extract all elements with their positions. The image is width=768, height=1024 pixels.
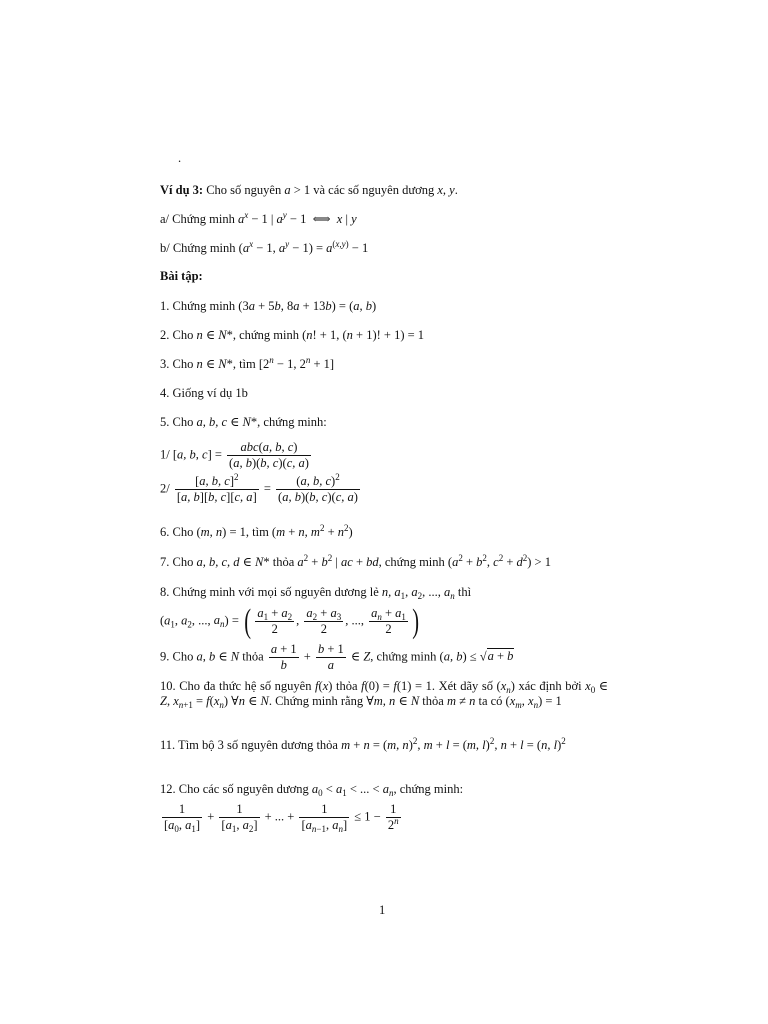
- exercise-7: 7. Cho a, b, c, d ∈ N* thỏa $a^2 + b^2$ | ac + bd, chứng minh ($a^2 + b^2$, $c^2 + d^2) > 1$: [160, 553, 551, 569]
- exercise-4: 4. Giống ví dụ 1b: [160, 386, 248, 400]
- exercise-11: 11. Tìm bộ 3 số nguyên dương thỏa m + n = (m, n)$^2$, m + l = (m, l)$^2$, n + l = (n, l)$^2$: [160, 736, 566, 752]
- exercise-9: 9. Cho a, b ∈ N thỏa $\frac{a + 1}{b}$ + $\frac{b + 1}{a}$ ∈ Z, chứng minh (a, b) ≤ √a + b: [160, 642, 514, 672]
- fraction: $\frac{1}{2^n}$: [387, 802, 399, 832]
- exercise-8: 8. Chứng minh với mọi số nguyên dương lẻ n, $a_1$, $a_2$, ..., $a_n$ thì: [160, 585, 472, 601]
- exercise-2: 2. Cho n ∈ N*, chứng minh (n! + 1, (n + 1)! + 1) = 1: [160, 328, 425, 342]
- exercise-8-formula: ($a_1$, $a_2$, ..., $a_n$) = ( $\frac{a_1 + a_2}{2}$ , $\frac{a_2 + a_3}{2}$ , ..., $\frac{a_n + a_1}{2}$ ): [160, 602, 419, 640]
- fraction: $\frac{1}{[a_{n-1}, a_n]}$: [301, 802, 348, 834]
- fraction: $\frac{a_n + a_1}{2}$: [371, 606, 406, 636]
- exercise-1: 1. Chứng minh (3a + 5b, 8a + 13b) = (a, b): [160, 299, 377, 313]
- fraction: $\frac{b + 1}{a}$: [317, 642, 344, 672]
- fraction: $\frac{a + 1}{b}$: [270, 642, 297, 672]
- fraction: $\frac{a_2 + a_3}{2}$: [306, 606, 342, 636]
- exercise-10: 10. Cho đa thức hệ số nguyên f(x) thỏa f(0) = f(1) = 1. Xét dãy số $(x_n)$ xác định bởi $x_0$ ∈ Z, $x_{n+1} = f(x_n)$ ∀n ∈ N. Chứng minh rằng ∀m, n ∈ N thỏa m ≠ n ta có ($x_m$, $x_n) = 1$: [160, 679, 609, 710]
- example-line: Ví dụ 3: Cho số nguyên a > 1 và các số nguyên dương x, y.: [160, 183, 458, 197]
- example-part-b: b/ Chứng minh ($a^x - 1$, $a^y - 1) = a^{(x,y)} - 1$: [160, 239, 369, 255]
- stray-mark: .: [178, 151, 182, 165]
- exercise-5-2: 2/ $\frac{[a, b, c]^2}{[a, b][b, c][c, a]}$ = $\frac{(a, b, c)^2}{(a, b)(b, c)(c, a)}$: [160, 472, 358, 504]
- exercise-12-formula: $\frac{1}{[a_0, a_1]}$ + $\frac{1}{[a_1, a_2]}$ + ... + $\frac{1}{[a_{n-1}, a_n]}$ ≤ 1 − $\frac{1}{2^n}$: [164, 802, 399, 834]
- exercise-5: 5. Cho a, b, c ∈ N*, chứng minh:: [160, 415, 327, 429]
- fraction: $\frac{\text{abc(a, b, c)}}{(a, b)(b, c)(c, a)}$: [229, 440, 309, 470]
- fraction: $\frac{1}{[a_0, a_1]}$: [164, 802, 201, 834]
- exercise-3: 3. Cho n ∈ N*, tìm [$2^n - 1$, $2^n + 1$]: [160, 355, 335, 371]
- example-part-a: a/ Chứng minh $a^x - 1$ | $a^y - 1$ ⟺ x | y: [160, 210, 357, 226]
- fraction: $\frac{1}{[a_1, a_2]}$: [221, 802, 258, 834]
- exercise-6: 6. Cho (m, n) = 1, tìm (m + n, $m^2 + n^2$): [160, 523, 353, 539]
- exercise-12: 12. Cho các số nguyên dương $a_0 < a_1$ < ... < $a_n$, chứng minh:: [160, 782, 464, 798]
- exercise-5-1: 1/ [a, b, c] = $\frac{\text{abc(a, b, c)}}{(a, b)(b, c)(c, a)}$: [160, 440, 309, 470]
- fraction: $\frac{(a, b, c)^2}{(a, b)(b, c)(c, a)}$: [278, 472, 358, 504]
- example-label: Ví dụ 3:: [160, 183, 204, 197]
- exercises-heading: Bài tập:: [160, 269, 203, 283]
- fraction: $\frac{[a, b, c]^2}{[a, b][b, c][c, a]}$: [176, 472, 257, 504]
- page-number: 1: [379, 903, 386, 917]
- fraction: $\frac{a_1 + a_2}{2}$: [257, 606, 293, 636]
